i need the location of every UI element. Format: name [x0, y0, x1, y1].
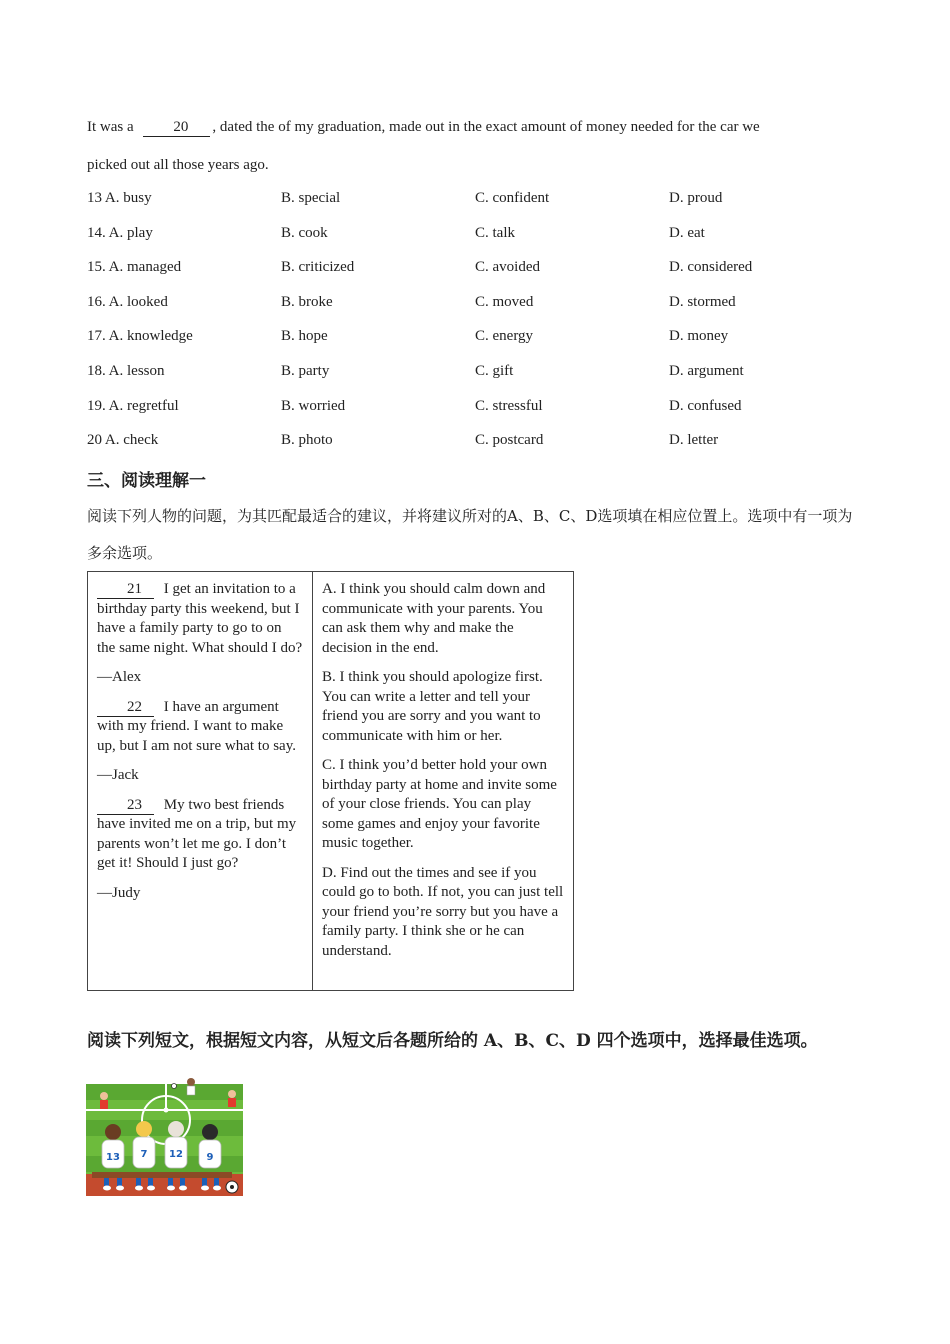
option-row-19: 19. A. regretful B. worried C. stressful D. confused	[87, 398, 742, 414]
question-22: 22 I have an argument with my friend. I want to make up, but I am not sure what to say. —Jack	[97, 698, 303, 786]
blank-20: 20	[143, 118, 210, 137]
player-13	[102, 1124, 124, 1168]
advice-c: C. I think you’d better hold your own birthday party at home and invite some of your close friends. You can play some games and enjoy your favorite music together.	[322, 757, 557, 851]
section-title: 三、阅读理解一	[87, 471, 206, 491]
svg-text:7: 7	[140, 1149, 148, 1160]
section-instruction: 阅读下列人物的问题，为其匹配最适合的建议，并将建议所对的A、B、C、D选项填在相应位置上。选项中有一项为多余选项。	[87, 507, 853, 562]
answer-blank-21[interactable]: 21	[97, 581, 154, 599]
answer-blank-22[interactable]: 22	[97, 699, 154, 717]
option-row-17: 17. A. knowledge B. hope C. energy D. money	[87, 328, 729, 344]
advice-b: B. I think you should apologize first. You can write a letter and tell your friend you are sorry and you want to communicate with him or her.	[322, 669, 543, 744]
advice-a: A. I think you should calm down and communicate with your parents. You can ask them why and make the decision in the end.	[322, 581, 546, 656]
option-row-14: 14. A. play B. cook C. talk D. eat	[87, 225, 705, 241]
reading-instruction: 阅读下列短文，根据短文内容，从短文后各题所给的 A、B、C、D 四个选项中，选择最佳选项。	[87, 1031, 818, 1051]
option-row-18: 18. A. lesson B. party C. gift D. argument	[87, 363, 744, 379]
option-row-15: 15. A. managed B. criticized C. avoided D. considered	[87, 259, 753, 275]
advice-d: D. Find out the times and see if you could go to both. If not, you can just tell your friend you’re sorry but you have a family party. I think she or he can understand.	[322, 864, 564, 959]
option-row-13: 13 A. busy B. special C. confident D. proud	[87, 190, 723, 206]
signature: —Judy	[97, 884, 141, 901]
option-row-20: 20 A. check B. photo C. postcard D. letter	[87, 432, 719, 448]
signature: —Jack	[97, 767, 139, 783]
passage-line-1: It was a 20 , dated the of my graduation, made out in the exact amount of money needed for the car we	[87, 119, 760, 135]
answer-blank-23[interactable]: 23	[97, 797, 154, 815]
svg-text:12: 12	[169, 1149, 183, 1160]
signature: —Alex	[97, 669, 142, 685]
questions-column	[88, 572, 313, 991]
passage-line-2: picked out all those years ago.	[87, 157, 269, 173]
option-row-16: 16. A. looked B. broke C. moved D. stormed	[87, 294, 736, 310]
question-23: 23 My two best friends have invited me on a trip, but my parents won’t let me go. I don’t get it! Should I just go? —Judy	[97, 796, 303, 904]
matching-table	[87, 571, 574, 991]
player-12	[165, 1121, 187, 1168]
soccer-bench-illustration	[86, 1074, 243, 1196]
player-9	[199, 1124, 221, 1168]
question-21: 21 I get an invitation to a birthday party this weekend, but I have a family party to go to on the same night. What should I do? —Alex	[97, 580, 303, 688]
svg-text:9: 9	[206, 1152, 214, 1163]
player-7	[133, 1121, 155, 1168]
svg-text:13: 13	[106, 1152, 120, 1163]
advice-column	[313, 572, 574, 991]
